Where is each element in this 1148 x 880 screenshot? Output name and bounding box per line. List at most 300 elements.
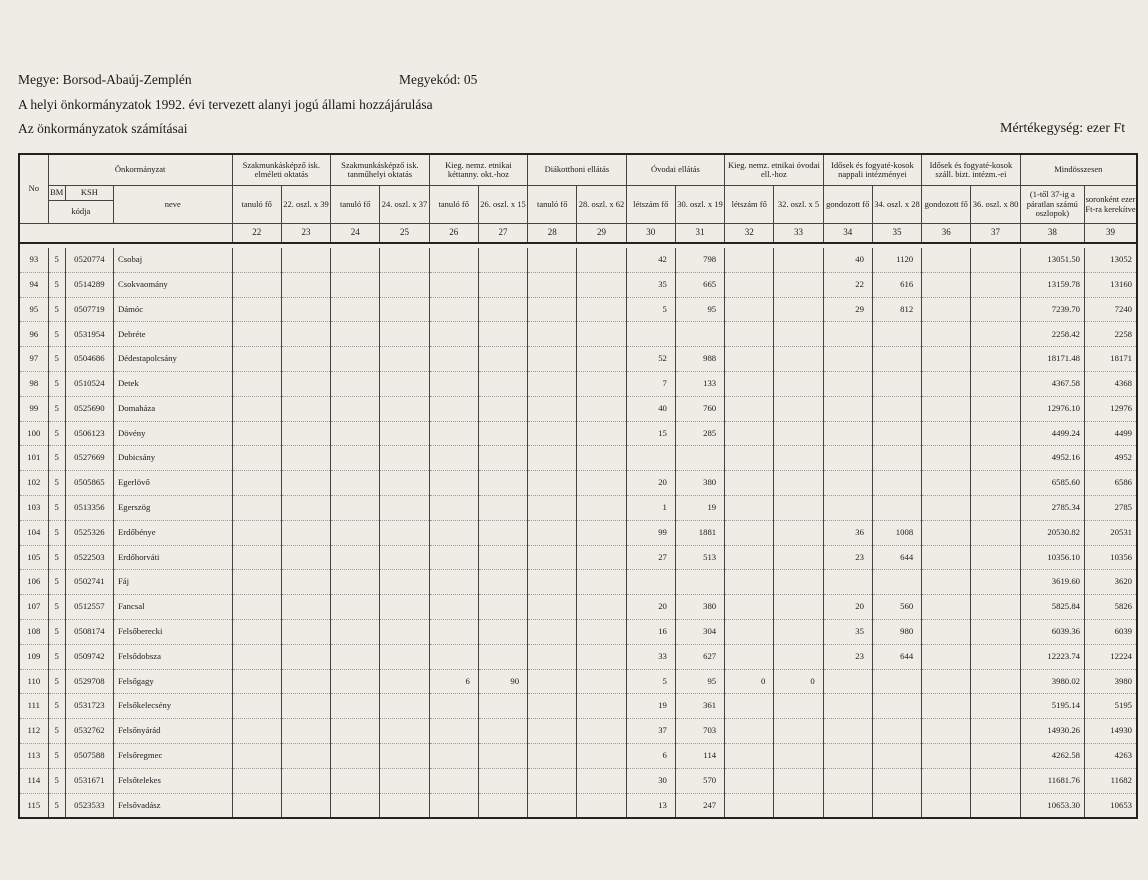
cell-c27 (478, 619, 527, 644)
cell-empty (577, 595, 626, 620)
cell-c38: 11681.76 (1020, 768, 1084, 793)
cell-bm: 5 (48, 793, 65, 818)
cell-c31: 247 (675, 793, 724, 818)
subhead: tanuló fő (429, 186, 478, 224)
cell-name: Domaháza (113, 396, 232, 421)
subhead: létszám fő (725, 186, 774, 224)
cell-c39: 5826 (1085, 595, 1138, 620)
cell-empty (528, 248, 577, 272)
colnum: 23 (281, 224, 330, 244)
cell-empty (577, 421, 626, 446)
cell-c31 (675, 446, 724, 471)
cell-c32 (725, 694, 774, 719)
cell-c38: 4952.16 (1020, 446, 1084, 471)
table-row (19, 570, 1137, 595)
cell-empty (971, 322, 1020, 347)
cell-c35 (872, 396, 921, 421)
subhead: soronként ezer Ft-ra kerekítve (1085, 186, 1138, 224)
cell-c38: 12223.74 (1020, 644, 1084, 669)
cell-no: 112 (19, 719, 48, 744)
cell-c26 (429, 322, 478, 347)
cell-c32 (725, 719, 774, 744)
cell-c26 (429, 446, 478, 471)
cell-empty (331, 793, 380, 818)
cell-empty (380, 347, 429, 372)
cell-empty (380, 644, 429, 669)
cell-empty (922, 545, 971, 570)
cell-c31: 703 (675, 719, 724, 744)
cell-c38: 14930.26 (1020, 719, 1084, 744)
cell-c34 (823, 347, 872, 372)
cell-c26 (429, 421, 478, 446)
cell-c39: 12976 (1085, 396, 1138, 421)
cell-c26 (429, 694, 478, 719)
cell-empty (528, 768, 577, 793)
cell-no: 105 (19, 545, 48, 570)
cell-name: Felsőberecki (113, 619, 232, 644)
cell-name: Csobaj (113, 248, 232, 272)
cell-c38: 7239.70 (1020, 297, 1084, 322)
cell-empty (380, 545, 429, 570)
cell-bm: 5 (48, 297, 65, 322)
cell-ksh: 0532762 (65, 719, 113, 744)
cell-c35 (872, 768, 921, 793)
cell-c30: 42 (626, 248, 675, 272)
cell-c39: 5195 (1085, 694, 1138, 719)
cell-c32 (725, 768, 774, 793)
cell-c39: 20531 (1085, 520, 1138, 545)
cell-empty (232, 471, 281, 496)
cell-no: 106 (19, 570, 48, 595)
cell-empty (232, 520, 281, 545)
cell-no: 113 (19, 743, 48, 768)
cell-name: Felsőnyárád (113, 719, 232, 744)
cell-c39: 6586 (1085, 471, 1138, 496)
group-header-1: Szakmunkásképző isk. elméleti oktatás (232, 154, 331, 186)
subhead: (1-től 37-ig a páratlan számú oszlopok) (1020, 186, 1084, 224)
cell-empty (380, 694, 429, 719)
cell-ksh: 0510524 (65, 371, 113, 396)
colnum: 34 (823, 224, 872, 244)
cell-c35 (872, 570, 921, 595)
colnum: 36 (922, 224, 971, 244)
cell-empty (577, 446, 626, 471)
cell-c33 (774, 446, 823, 471)
cell-empty (281, 272, 330, 297)
cell-empty (577, 495, 626, 520)
cell-c38: 6585.60 (1020, 471, 1084, 496)
cell-no: 104 (19, 520, 48, 545)
cell-c38: 13051.50 (1020, 248, 1084, 272)
cell-empty (232, 545, 281, 570)
cell-c39: 10356 (1085, 545, 1138, 570)
cell-empty (380, 396, 429, 421)
subhead: tanuló fő (528, 186, 577, 224)
cell-empty (281, 421, 330, 446)
colnum: 27 (478, 224, 527, 244)
cell-c33 (774, 347, 823, 372)
table-row (19, 495, 1137, 520)
cell-empty (528, 619, 577, 644)
cell-c34: 22 (823, 272, 872, 297)
cell-bm: 5 (48, 421, 65, 446)
cell-c33 (774, 743, 823, 768)
cell-empty (922, 694, 971, 719)
colnum: 29 (577, 224, 626, 244)
cell-name: Felsőgagy (113, 669, 232, 694)
cell-c39: 4499 (1085, 421, 1138, 446)
cell-empty (971, 619, 1020, 644)
cell-c34 (823, 322, 872, 347)
cell-c39: 3620 (1085, 570, 1138, 595)
cell-name: Erdőbénye (113, 520, 232, 545)
subhead: létszám fő (626, 186, 675, 224)
table-body (19, 243, 1137, 818)
subhead: 26. oszl. x 15 (478, 186, 527, 224)
cell-empty (922, 446, 971, 471)
cell-bm: 5 (48, 272, 65, 297)
cell-empty (232, 272, 281, 297)
cell-no: 111 (19, 694, 48, 719)
cell-bm: 5 (48, 545, 65, 570)
cell-c32 (725, 421, 774, 446)
cell-c38: 5195.14 (1020, 694, 1084, 719)
cell-empty (922, 396, 971, 421)
cell-empty (577, 570, 626, 595)
cell-empty (380, 619, 429, 644)
cell-c39: 12224 (1085, 644, 1138, 669)
cell-empty (232, 371, 281, 396)
cell-empty (922, 768, 971, 793)
county-label: Megye: Borsod-Abaúj-Zemplén (18, 72, 192, 87)
subhead: 28. oszl. x 62 (577, 186, 626, 224)
cell-c34 (823, 743, 872, 768)
cell-c39: 7240 (1085, 297, 1138, 322)
cell-ksh: 0509742 (65, 644, 113, 669)
cell-c27 (478, 421, 527, 446)
cell-empty (528, 743, 577, 768)
cell-c26 (429, 719, 478, 744)
cell-c31 (675, 322, 724, 347)
cell-c32 (725, 743, 774, 768)
cell-c34 (823, 421, 872, 446)
cell-empty (971, 694, 1020, 719)
cell-c26 (429, 570, 478, 595)
colnum: 22 (232, 224, 281, 244)
cell-empty (281, 297, 330, 322)
cell-c27 (478, 719, 527, 744)
cell-empty (331, 272, 380, 297)
cell-empty (331, 446, 380, 471)
cell-c26 (429, 471, 478, 496)
cell-c30 (626, 446, 675, 471)
cell-empty (232, 619, 281, 644)
cell-empty (281, 347, 330, 372)
cell-empty (232, 595, 281, 620)
group-header-2: Szakmunkásképző isk. tanműhelyi oktatás (331, 154, 430, 186)
cell-c33 (774, 272, 823, 297)
cell-no: 115 (19, 793, 48, 818)
cell-c33 (774, 595, 823, 620)
cell-bm: 5 (48, 322, 65, 347)
cell-c30 (626, 570, 675, 595)
col-kodja-header: kódja (48, 201, 113, 224)
cell-c27: 90 (478, 669, 527, 694)
cell-c32 (725, 520, 774, 545)
cell-empty (922, 644, 971, 669)
cell-c32 (725, 471, 774, 496)
cell-c32 (725, 495, 774, 520)
cell-empty (922, 322, 971, 347)
cell-empty (380, 743, 429, 768)
cell-c27 (478, 644, 527, 669)
cell-empty (380, 520, 429, 545)
colnum: 24 (331, 224, 380, 244)
subhead: 22. oszl. x 39 (281, 186, 330, 224)
cell-c26 (429, 768, 478, 793)
cell-c32 (725, 297, 774, 322)
cell-no: 102 (19, 471, 48, 496)
cell-empty (577, 371, 626, 396)
table-row (19, 371, 1137, 396)
col-neve-header: neve (113, 186, 232, 224)
cell-no: 95 (19, 297, 48, 322)
cell-c35 (872, 743, 921, 768)
cell-c26 (429, 545, 478, 570)
cell-c30: 16 (626, 619, 675, 644)
cell-c30: 35 (626, 272, 675, 297)
cell-empty (528, 446, 577, 471)
cell-empty (528, 793, 577, 818)
cell-c27 (478, 768, 527, 793)
cell-empty (232, 669, 281, 694)
cell-c35 (872, 322, 921, 347)
cell-empty (971, 719, 1020, 744)
cell-c31: 133 (675, 371, 724, 396)
cell-c26 (429, 297, 478, 322)
cell-c35: 1008 (872, 520, 921, 545)
cell-c35 (872, 694, 921, 719)
cell-c39: 13160 (1085, 272, 1138, 297)
cell-c34 (823, 719, 872, 744)
cell-c27 (478, 446, 527, 471)
cell-name: Dövény (113, 421, 232, 446)
cell-c31: 798 (675, 248, 724, 272)
cell-ksh: 0525690 (65, 396, 113, 421)
cell-c30: 19 (626, 694, 675, 719)
cell-c27 (478, 347, 527, 372)
cell-empty (922, 371, 971, 396)
cell-no: 93 (19, 248, 48, 272)
cell-empty (232, 768, 281, 793)
cell-no: 110 (19, 669, 48, 694)
cell-c26 (429, 396, 478, 421)
cell-name: Erdőhorváti (113, 545, 232, 570)
cell-c35: 616 (872, 272, 921, 297)
cell-no: 114 (19, 768, 48, 793)
subhead: 24. oszl. x 37 (380, 186, 429, 224)
cell-c31: 19 (675, 495, 724, 520)
cell-c27 (478, 545, 527, 570)
cell-empty (922, 570, 971, 595)
cell-c31: 570 (675, 768, 724, 793)
cell-bm: 5 (48, 570, 65, 595)
cell-empty (922, 719, 971, 744)
colnum: 28 (528, 224, 577, 244)
cell-empty (971, 669, 1020, 694)
cell-empty (281, 719, 330, 744)
cell-empty (922, 743, 971, 768)
cell-ksh: 0502741 (65, 570, 113, 595)
document-subtitle: Az önkormányzatok számításai (18, 121, 188, 136)
cell-c33 (774, 396, 823, 421)
cell-name: Egerlövő (113, 471, 232, 496)
cell-c27 (478, 743, 527, 768)
cell-name: Csokvaomány (113, 272, 232, 297)
cell-empty (577, 545, 626, 570)
cell-c38: 10653.30 (1020, 793, 1084, 818)
cell-empty (922, 595, 971, 620)
cell-c27 (478, 272, 527, 297)
cell-empty (380, 421, 429, 446)
cell-c39: 4263 (1085, 743, 1138, 768)
cell-name: Felsődobsza (113, 644, 232, 669)
cell-empty (528, 495, 577, 520)
cell-name: Fancsal (113, 595, 232, 620)
cell-empty (380, 371, 429, 396)
cell-c33 (774, 545, 823, 570)
cell-empty (922, 248, 971, 272)
cell-c38: 12976.10 (1020, 396, 1084, 421)
table-row (19, 396, 1137, 421)
cell-c31: 627 (675, 644, 724, 669)
cell-empty (281, 371, 330, 396)
cell-empty (331, 570, 380, 595)
cell-empty (380, 570, 429, 595)
cell-empty (232, 694, 281, 719)
table-row (19, 545, 1137, 570)
cell-c32 (725, 619, 774, 644)
cell-c33 (774, 421, 823, 446)
cell-ksh: 0507588 (65, 743, 113, 768)
cell-ksh: 0507719 (65, 297, 113, 322)
cell-empty (281, 396, 330, 421)
colnum: 35 (872, 224, 921, 244)
table-row (19, 272, 1137, 297)
cell-empty (528, 371, 577, 396)
subhead: tanuló fő (232, 186, 281, 224)
cell-empty (971, 495, 1020, 520)
table-row (19, 297, 1137, 322)
cell-c26 (429, 272, 478, 297)
cell-bm: 5 (48, 595, 65, 620)
cell-empty (232, 793, 281, 818)
cell-c30: 5 (626, 669, 675, 694)
cell-empty (971, 446, 1020, 471)
cell-c33 (774, 694, 823, 719)
colnum: 26 (429, 224, 478, 244)
cell-empty (528, 644, 577, 669)
cell-empty (528, 272, 577, 297)
cell-c30: 7 (626, 371, 675, 396)
cell-ksh: 0520774 (65, 248, 113, 272)
cell-empty (577, 248, 626, 272)
cell-empty (971, 396, 1020, 421)
cell-no: 100 (19, 421, 48, 446)
cell-name: Debréte (113, 322, 232, 347)
group-header-4: Diákotthoni ellátás (528, 154, 627, 186)
cell-ksh: 0508174 (65, 619, 113, 644)
cell-c39: 2258 (1085, 322, 1138, 347)
cell-empty (331, 644, 380, 669)
cell-c30: 5 (626, 297, 675, 322)
cell-ksh: 0522503 (65, 545, 113, 570)
table-row (19, 595, 1137, 620)
cell-ksh: 0529708 (65, 669, 113, 694)
cell-c32 (725, 545, 774, 570)
cell-name: Felsőtelekes (113, 768, 232, 793)
cell-empty (971, 248, 1020, 272)
cell-empty (281, 768, 330, 793)
cell-c31: 760 (675, 396, 724, 421)
cell-empty (528, 545, 577, 570)
cell-ksh: 0523533 (65, 793, 113, 818)
allocation-table (18, 153, 1138, 819)
cell-empty (380, 595, 429, 620)
cell-ksh: 0525326 (65, 520, 113, 545)
cell-empty (232, 570, 281, 595)
cell-empty (528, 396, 577, 421)
cell-c39: 14930 (1085, 719, 1138, 744)
cell-empty (281, 619, 330, 644)
cell-empty (331, 396, 380, 421)
cell-empty (577, 768, 626, 793)
cell-no: 101 (19, 446, 48, 471)
cell-empty (380, 272, 429, 297)
subhead: 32. oszl. x 5 (774, 186, 823, 224)
cell-c38: 4367.58 (1020, 371, 1084, 396)
cell-c38: 6039.36 (1020, 619, 1084, 644)
cell-c34 (823, 371, 872, 396)
cell-empty (331, 669, 380, 694)
cell-c39: 18171 (1085, 347, 1138, 372)
cell-name: Detek (113, 371, 232, 396)
cell-c30: 13 (626, 793, 675, 818)
table-row (19, 694, 1137, 719)
cell-empty (577, 719, 626, 744)
cell-c30: 30 (626, 768, 675, 793)
cell-empty (577, 669, 626, 694)
cell-bm: 5 (48, 719, 65, 744)
table-row (19, 619, 1137, 644)
cell-empty (331, 421, 380, 446)
cell-ksh: 0512557 (65, 595, 113, 620)
cell-no: 98 (19, 371, 48, 396)
cell-empty (528, 694, 577, 719)
col-ksh-header: KSH (65, 186, 113, 201)
cell-c30: 20 (626, 595, 675, 620)
cell-name: Dubicsány (113, 446, 232, 471)
cell-empty (331, 719, 380, 744)
cell-empty (577, 297, 626, 322)
cell-empty (232, 446, 281, 471)
cell-bm: 5 (48, 768, 65, 793)
cell-c35 (872, 446, 921, 471)
cell-c35: 812 (872, 297, 921, 322)
cell-c34: 23 (823, 545, 872, 570)
cell-c34 (823, 768, 872, 793)
subhead: tanuló fő (331, 186, 380, 224)
